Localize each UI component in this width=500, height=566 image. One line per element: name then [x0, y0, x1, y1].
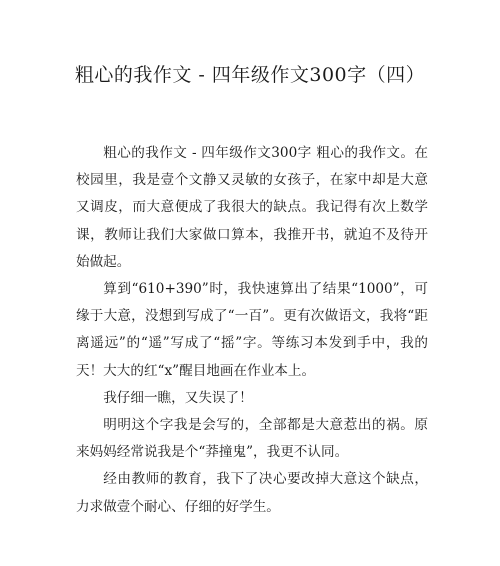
paragraph-3: 我仔细一瞧，又失误了！ — [103, 389, 253, 406]
document-body — [76, 140, 428, 521]
paragraph-4: 明明这个字我是会写的，全部都是大意惹出的祸。原来妈妈经常说我是个“莽撞鬼”，我更不认同。 — [76, 417, 428, 461]
paragraph-1: 粗心的我作文 - 四年级作文300字 粗心的我作文。在校园里，我是壹个文静又灵敏的女孩子，在家中却是大意又调皮，而大意便成了我很大的缺点。我记得有次上数学课，教师让我们大家做口算本，我推开书，就迫不及待开始做起。 — [76, 145, 428, 270]
document-title: 粗心的我作文 - 四年级作文300字（四） — [74, 64, 426, 86]
paragraph-5: 经由教师的教育，我下了决心要改掉大意这个缺点，力求做壹个耐心、仔细的好学生。 — [76, 471, 428, 515]
paragraph-2: 算到“610+390”时，我快速算出了结果“1000”，可缘于大意，没想到写成了“一百”。更有次做语文，我将“距离遥远”的“遥”写成了“摇”字。等练习本发到手中，我的天！大大的红“x”醒目地画在作业本上。 — [76, 281, 428, 379]
